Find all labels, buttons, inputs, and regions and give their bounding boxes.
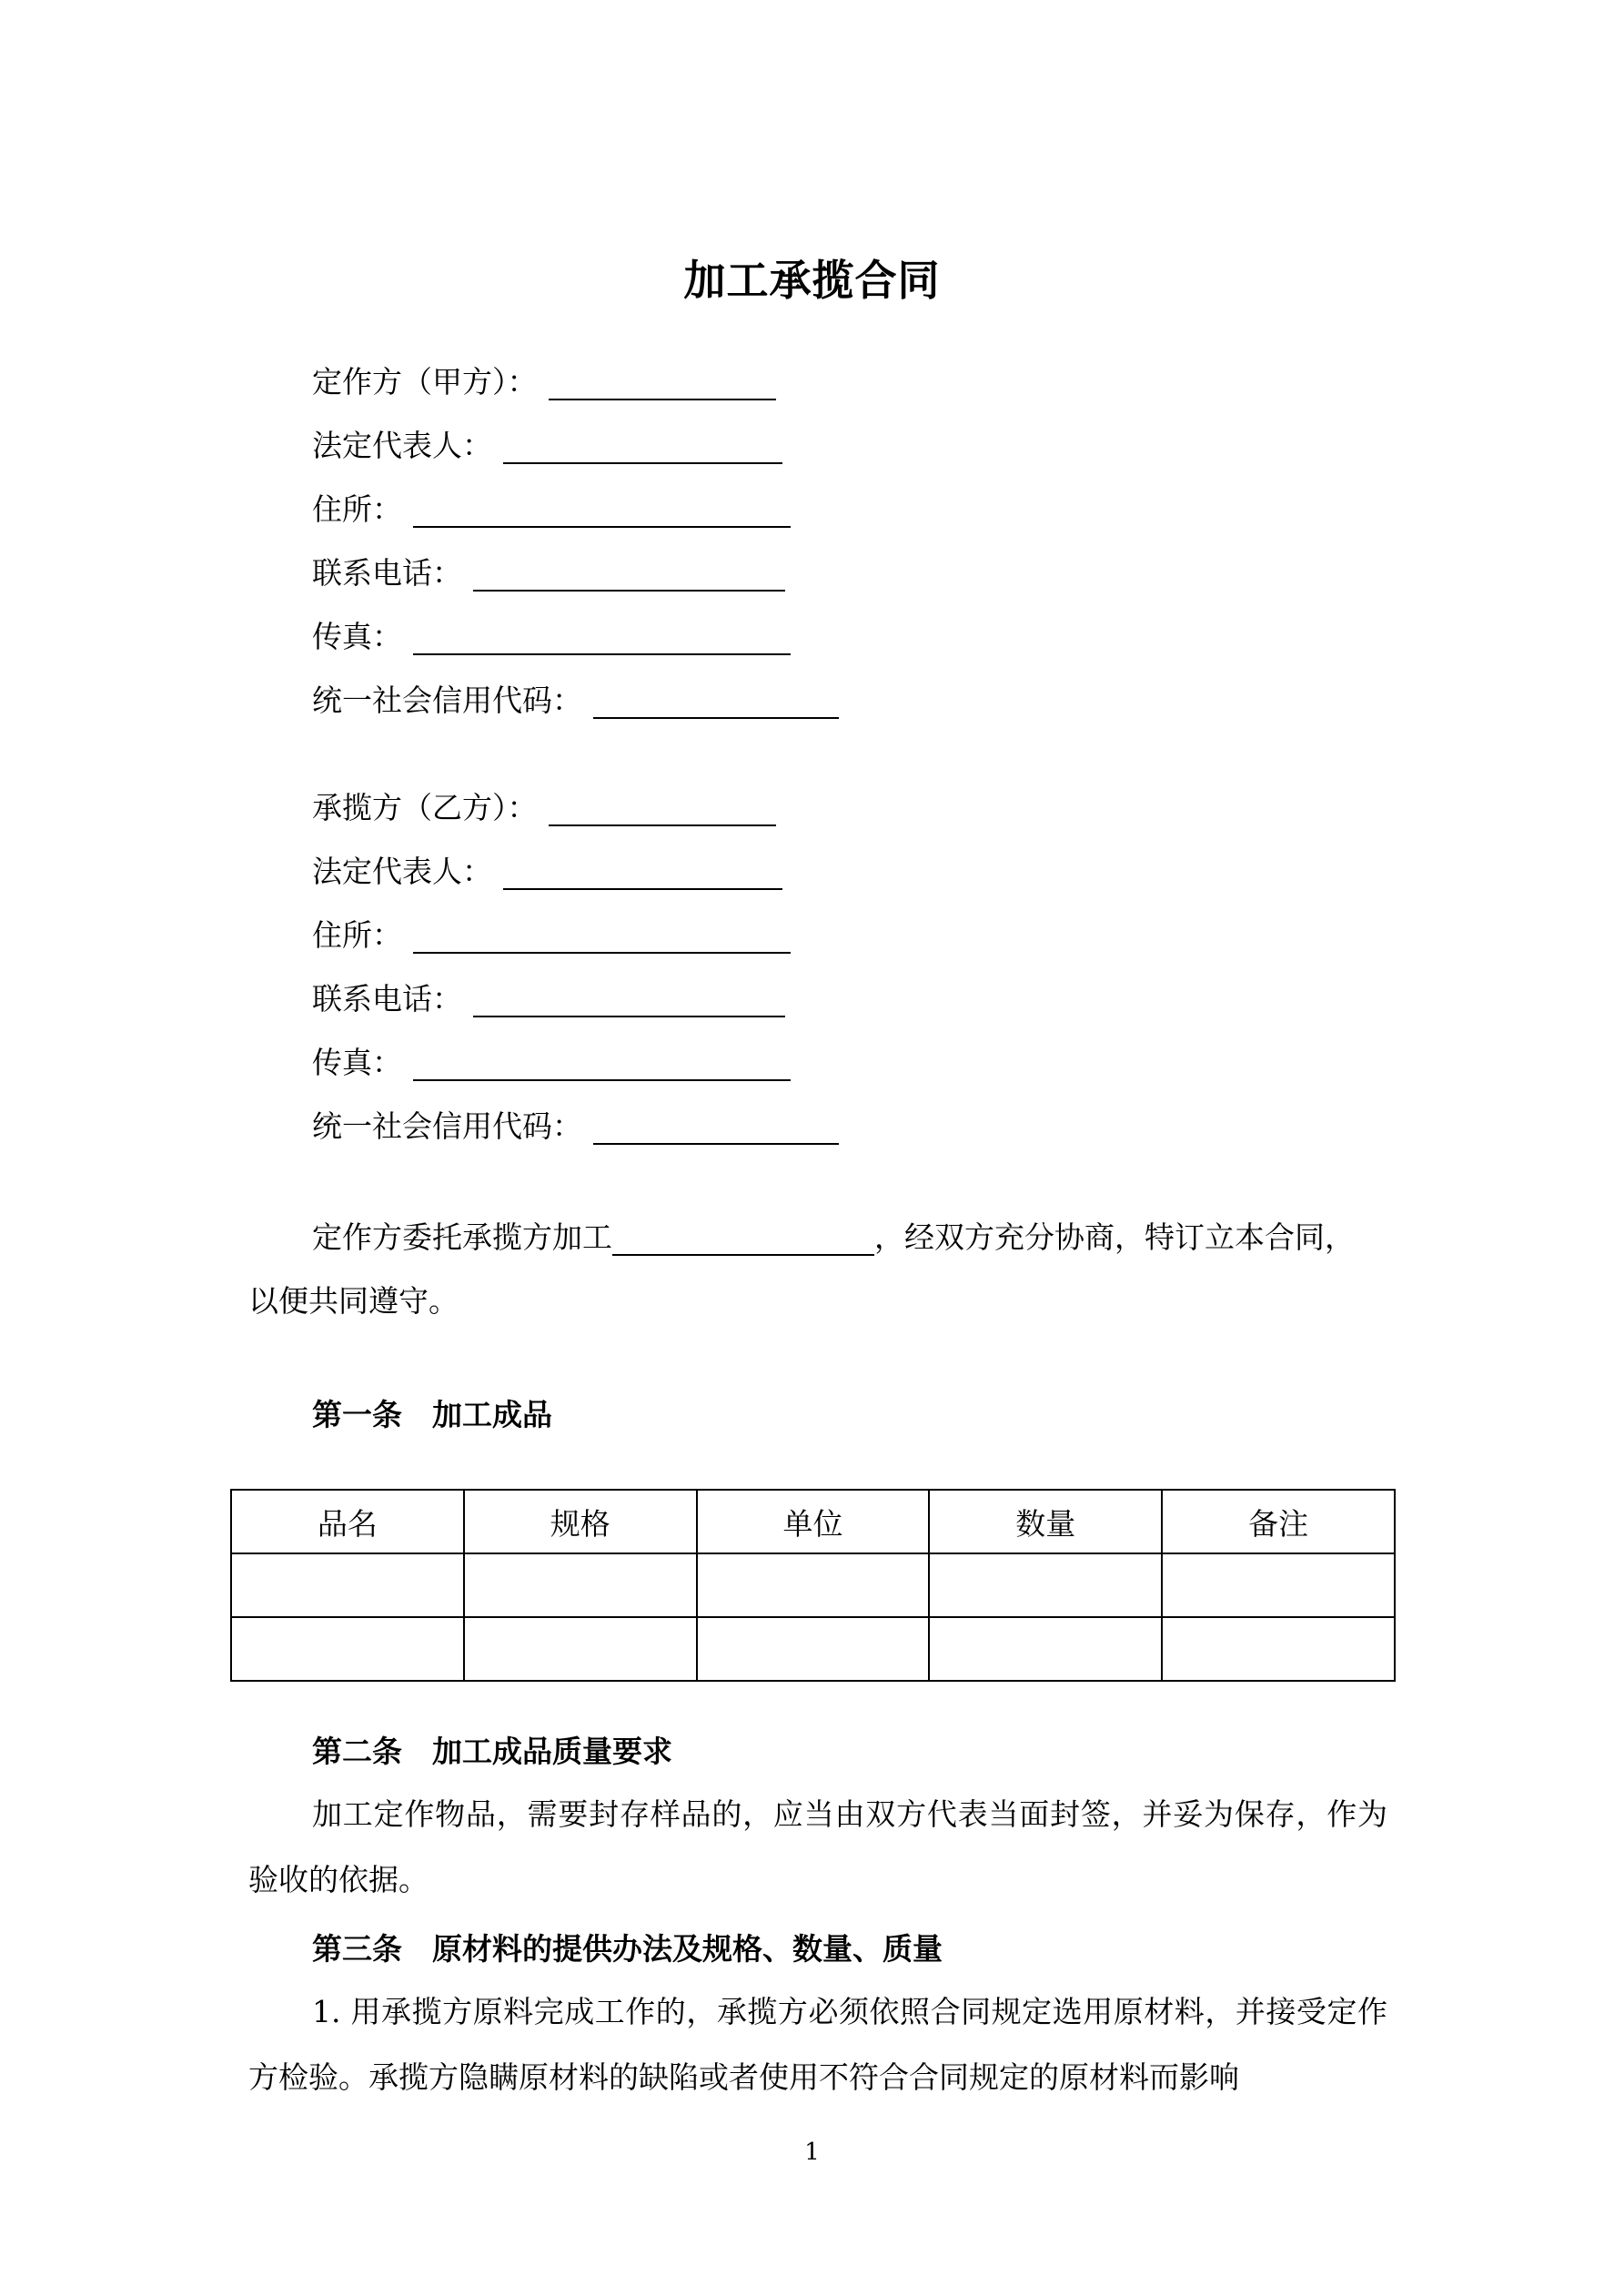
table-cell[interactable] (464, 1553, 697, 1617)
article-2-body: 加工定作物品，需要封存样品的，应当由双方代表当面封签，并妥为保存，作为验收的依据。 (248, 1796, 1387, 1897)
table-cell[interactable] (231, 1553, 464, 1617)
document-title: 加工承揽合同 (683, 256, 941, 305)
party-b-address-blank[interactable] (413, 921, 791, 954)
table-row (231, 1553, 1395, 1617)
party-b-phone-blank[interactable] (473, 985, 785, 1017)
processing-item-blank[interactable] (612, 1223, 874, 1256)
article-2-heading: 第二条 加工成品质量要求 (312, 1734, 672, 1769)
intro-prefix: 定作方委托承揽方加工 (312, 1219, 612, 1255)
party-a-representative-row (312, 428, 782, 464)
party-b-fax-row (312, 1045, 791, 1081)
field-label: 法定代表人： (312, 428, 492, 463)
table-cell[interactable] (231, 1617, 464, 1681)
field-label: 传真： (312, 1045, 402, 1080)
party-a-name-blank[interactable] (549, 368, 776, 400)
field-label: 联系电话： (312, 555, 462, 591)
table-cell[interactable] (1162, 1553, 1395, 1617)
table-cell[interactable] (1162, 1617, 1395, 1681)
article-3-body: 1. 用承揽方原料完成工作的，承揽方必须依照合同规定选用原材料，并接受定作方检验。承揽方隐瞒原材料的缺陷或者使用不符合合同规定的原材料而影响 (248, 1994, 1387, 2095)
field-label: 住所： (312, 491, 402, 527)
table-header-row (231, 1490, 1395, 1553)
table-cell[interactable] (464, 1617, 697, 1681)
intro-line-2: 以便共同遵守。 (248, 1283, 459, 1319)
party-a-phone-blank[interactable] (473, 559, 785, 592)
article-1-heading: 第一条 加工成品 (312, 1397, 552, 1432)
table-cell[interactable] (697, 1553, 930, 1617)
field-label: 统一社会信用代码： (312, 1108, 582, 1144)
party-a-phone-row (312, 555, 785, 592)
field-label: 住所： (312, 917, 402, 953)
party-a-credit-code-row (312, 683, 839, 719)
party-b-address-row (312, 917, 791, 954)
field-label: 联系电话： (312, 981, 462, 1017)
product-table (230, 1489, 1396, 1682)
party-a-address-blank[interactable] (413, 495, 791, 528)
party-b-representative-blank[interactable] (503, 857, 782, 890)
table-cell[interactable] (929, 1553, 1162, 1617)
table-header-cell: 品名 (231, 1490, 464, 1553)
party-b-credit-code-blank[interactable] (593, 1112, 839, 1145)
table-row (231, 1617, 1395, 1681)
party-a-name-row (312, 364, 776, 400)
party-b-name-row (312, 790, 776, 826)
party-b-name-blank[interactable] (549, 794, 776, 826)
party-a-address-row (312, 491, 791, 528)
intro-suffix: ，经双方充分协商，特订立本合同， (874, 1219, 1355, 1255)
table-header-cell: 单位 (697, 1490, 930, 1553)
party-b-credit-code-row (312, 1108, 839, 1145)
party-a-fax-blank[interactable] (413, 622, 791, 655)
table-header-cell: 规格 (464, 1490, 697, 1553)
table-header-cell: 数量 (929, 1490, 1162, 1553)
intro-line-1 (312, 1219, 1355, 1256)
field-label: 传真： (312, 619, 402, 654)
table-header-cell: 备注 (1162, 1490, 1395, 1553)
table-cell[interactable] (929, 1617, 1162, 1681)
field-label: 法定代表人： (312, 854, 492, 889)
party-a-fax-row (312, 619, 791, 655)
party-b-phone-row (312, 981, 785, 1017)
party-a-representative-blank[interactable] (503, 431, 782, 464)
field-label: 统一社会信用代码： (312, 683, 582, 718)
field-label: 承揽方（乙方）： (312, 790, 538, 825)
table-cell[interactable] (697, 1617, 930, 1681)
article-3-heading: 第三条 原材料的提供办法及规格、数量、质量 (312, 1931, 943, 1967)
field-label: 定作方（甲方）： (312, 364, 538, 400)
party-b-representative-row (312, 854, 782, 890)
party-b-fax-blank[interactable] (413, 1048, 791, 1081)
party-a-credit-code-blank[interactable] (593, 686, 839, 719)
page-number: 1 (804, 2139, 820, 2166)
